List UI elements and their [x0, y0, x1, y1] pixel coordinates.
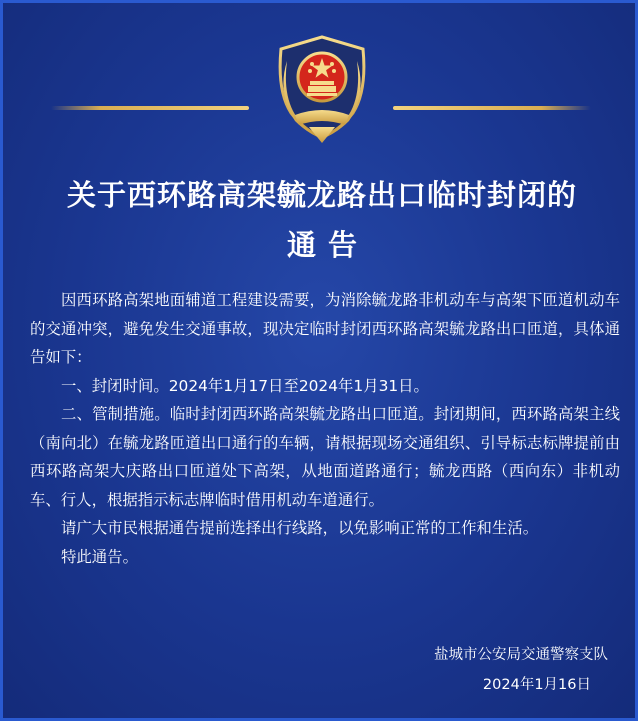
notice-subtitle: 通告	[286, 228, 369, 262]
notice-paragraph: 特此通告。	[61, 547, 138, 566]
notice-paragraph: 因西环路高架地面辅道工程建设需要，为消除毓龙路非机动车与高架下匝道机动车的交通冲突，避免发生交通事故，现决定临时封闭西环路高架毓龙路出口匝道，具体通告如下：	[30, 291, 620, 366]
gold-divider-right	[393, 106, 591, 110]
issue-date: 2024年1月16日	[482, 677, 591, 693]
notice-paragraph: 一、封闭时间。2024年1月17日至2024年1月31日。	[61, 376, 429, 395]
notice-paragraph: 二、管制措施。临时封闭西环路高架毓龙路出口匝道。封闭期间，西环路高架主线（南向北）在毓龙路匝道出口通行的车辆，请根据现场交通组织、引导标志标牌提前由西环路高架大庆路出口匝道处下高架，从地面道路通行；毓龙西路（西向东）非机动车、行人，根据指示标志牌临时借用机动车道通行。	[30, 405, 620, 509]
notice-title: 关于西环路高架毓龙路出口临时封闭的	[66, 178, 577, 212]
police-emblem-icon	[265, 31, 379, 149]
notice-body	[30, 286, 620, 571]
gold-divider-left	[51, 106, 249, 110]
issuer-name: 盐城市公安局交通警察支队	[434, 647, 608, 663]
notice-paragraph: 请广大市民根据通告提前选择出行线路，以免影响正常的工作和生活。	[61, 519, 539, 537]
